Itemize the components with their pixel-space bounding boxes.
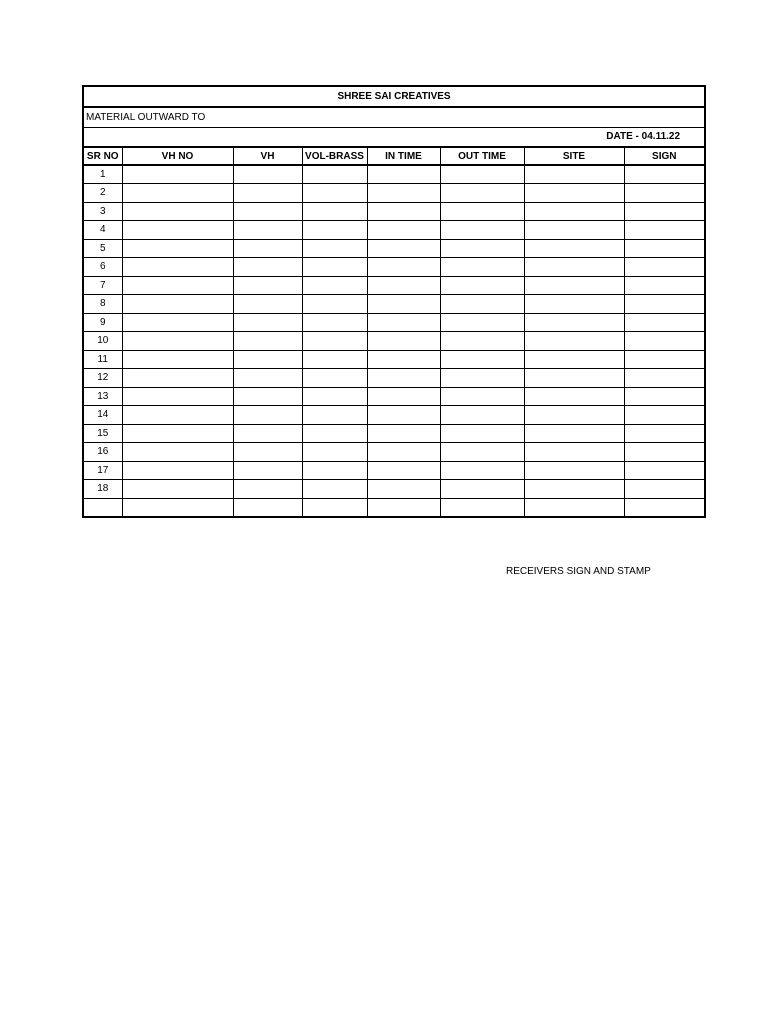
blank-cell-vh-no[interactable] — [122, 369, 233, 388]
blank-cell-vh[interactable] — [233, 258, 302, 277]
column-header-vh: VH — [233, 147, 302, 165]
blank-cell-site[interactable] — [524, 498, 624, 517]
blank-cell-sign[interactable] — [624, 480, 705, 499]
blank-cell-in-time[interactable] — [367, 480, 440, 499]
blank-cell-in-time[interactable] — [367, 424, 440, 443]
blank-cell-vh-no[interactable] — [122, 313, 233, 332]
blank-cell-vh-no[interactable] — [122, 480, 233, 499]
blank-cell-vh[interactable] — [233, 350, 302, 369]
blank-cell-sign[interactable] — [624, 202, 705, 221]
table-row — [83, 406, 705, 425]
blank-cell-site[interactable] — [524, 221, 624, 240]
blank-cell-out-time[interactable] — [440, 202, 524, 221]
sr-no-cell: 5 — [83, 239, 122, 258]
blank-cell-site[interactable] — [524, 239, 624, 258]
column-header-site: SITE — [524, 147, 624, 165]
blank-cell-in-time[interactable] — [367, 295, 440, 314]
sr-no-cell: 2 — [83, 184, 122, 203]
sr-no-cell: 10 — [83, 332, 122, 351]
blank-cell-sign[interactable] — [624, 239, 705, 258]
blank-cell-vol-brass[interactable] — [302, 369, 367, 388]
blank-cell-sign[interactable] — [624, 221, 705, 240]
sr-no-cell: 14 — [83, 406, 122, 425]
blank-cell-out-time[interactable] — [440, 350, 524, 369]
column-header-sign: SIGN — [624, 147, 705, 165]
blank-cell-sign[interactable] — [624, 258, 705, 277]
blank-cell-vh-no[interactable] — [122, 424, 233, 443]
blank-cell-in-time[interactable] — [367, 406, 440, 425]
blank-cell-vh[interactable] — [233, 184, 302, 203]
blank-cell-vol-brass[interactable] — [302, 313, 367, 332]
blank-cell-site[interactable] — [524, 443, 624, 462]
table-row — [83, 165, 705, 184]
date-label: DATE - 04.11.22 — [83, 127, 705, 147]
table-row — [83, 387, 705, 406]
blank-cell-vol-brass[interactable] — [302, 184, 367, 203]
column-header-row — [83, 147, 705, 165]
table-row — [83, 461, 705, 480]
blank-cell-vh-no[interactable] — [122, 332, 233, 351]
blank-cell-vol-brass[interactable] — [302, 332, 367, 351]
blank-cell-vh-no[interactable] — [122, 258, 233, 277]
receiver-sign-label: RECEIVERS SIGN AND STAMP — [506, 566, 651, 577]
sr-no-cell — [83, 498, 122, 517]
blank-cell-in-time[interactable] — [367, 313, 440, 332]
blank-cell-vh-no[interactable] — [122, 276, 233, 295]
blank-cell-vh-no[interactable] — [122, 221, 233, 240]
blank-cell-in-time[interactable] — [367, 443, 440, 462]
blank-cell-vh[interactable] — [233, 480, 302, 499]
table-row — [83, 221, 705, 240]
blank-cell-in-time[interactable] — [367, 332, 440, 351]
blank-cell-vol-brass[interactable] — [302, 406, 367, 425]
blank-cell-site[interactable] — [524, 424, 624, 443]
blank-cell-in-time[interactable] — [367, 202, 440, 221]
blank-cell-vol-brass[interactable] — [302, 480, 367, 499]
blank-cell-in-time[interactable] — [367, 276, 440, 295]
blank-cell-vh-no[interactable] — [122, 350, 233, 369]
blank-cell-in-time[interactable] — [367, 258, 440, 277]
blank-cell-vh-no[interactable] — [122, 295, 233, 314]
blank-cell-site[interactable] — [524, 406, 624, 425]
column-header-vol-brass: VOL-BRASS — [302, 147, 367, 165]
table-row — [83, 184, 705, 203]
sr-no-cell: 1 — [83, 165, 122, 184]
blank-cell-site[interactable] — [524, 332, 624, 351]
blank-cell-out-time[interactable] — [440, 276, 524, 295]
column-header-out-time: OUT TIME — [440, 147, 524, 165]
blank-cell-out-time[interactable] — [440, 480, 524, 499]
blank-cell-vh[interactable] — [233, 165, 302, 184]
column-header-vh-no: VH NO — [122, 147, 233, 165]
column-header-in-time: IN TIME — [367, 147, 440, 165]
blank-cell-vh-no[interactable] — [122, 498, 233, 517]
blank-cell-out-time[interactable] — [440, 295, 524, 314]
blank-cell-sign[interactable] — [624, 295, 705, 314]
blank-cell-site[interactable] — [524, 480, 624, 499]
column-header-sr-no: SR NO — [83, 147, 122, 165]
outward-register-table — [82, 85, 706, 518]
blank-cell-vh[interactable] — [233, 369, 302, 388]
table-row — [83, 369, 705, 388]
blank-cell-out-time[interactable] — [440, 424, 524, 443]
blank-cell-site[interactable] — [524, 350, 624, 369]
blank-cell-vh[interactable] — [233, 443, 302, 462]
blank-cell-out-time[interactable] — [440, 239, 524, 258]
blank-cell-vh[interactable] — [233, 313, 302, 332]
table-row — [83, 498, 705, 517]
blank-cell-vh-no[interactable] — [122, 202, 233, 221]
sr-no-cell: 12 — [83, 369, 122, 388]
blank-cell-out-time[interactable] — [440, 498, 524, 517]
table-row — [83, 350, 705, 369]
blank-cell-vh[interactable] — [233, 332, 302, 351]
blank-cell-sign[interactable] — [624, 184, 705, 203]
blank-cell-in-time[interactable] — [367, 461, 440, 480]
blank-cell-sign[interactable] — [624, 313, 705, 332]
material-outward-label: MATERIAL OUTWARD TO — [83, 107, 705, 127]
blank-cell-vol-brass[interactable] — [302, 498, 367, 517]
blank-cell-site[interactable] — [524, 165, 624, 184]
blank-cell-out-time[interactable] — [440, 165, 524, 184]
blank-cell-sign[interactable] — [624, 461, 705, 480]
blank-cell-vh[interactable] — [233, 202, 302, 221]
blank-cell-site[interactable] — [524, 461, 624, 480]
blank-cell-site[interactable] — [524, 387, 624, 406]
blank-cell-vol-brass[interactable] — [302, 276, 367, 295]
blank-cell-site[interactable] — [524, 258, 624, 277]
blank-cell-vh[interactable] — [233, 221, 302, 240]
blank-cell-vh[interactable] — [233, 387, 302, 406]
blank-cell-vh-no[interactable] — [122, 387, 233, 406]
blank-cell-site[interactable] — [524, 202, 624, 221]
blank-cell-vh-no[interactable] — [122, 239, 233, 258]
blank-cell-out-time[interactable] — [440, 443, 524, 462]
blank-cell-sign[interactable] — [624, 369, 705, 388]
blank-cell-out-time[interactable] — [440, 332, 524, 351]
blank-cell-out-time[interactable] — [440, 461, 524, 480]
sr-no-cell: 6 — [83, 258, 122, 277]
blank-cell-vol-brass[interactable] — [302, 461, 367, 480]
blank-cell-site[interactable] — [524, 276, 624, 295]
blank-cell-site[interactable] — [524, 313, 624, 332]
register-rows — [83, 165, 705, 517]
blank-cell-vh-no[interactable] — [122, 184, 233, 203]
blank-cell-vol-brass[interactable] — [302, 258, 367, 277]
table-row — [83, 480, 705, 499]
blank-cell-vh-no[interactable] — [122, 443, 233, 462]
blank-cell-sign[interactable] — [624, 350, 705, 369]
blank-cell-out-time[interactable] — [440, 313, 524, 332]
sr-no-cell: 17 — [83, 461, 122, 480]
sr-no-cell: 11 — [83, 350, 122, 369]
blank-cell-vol-brass[interactable] — [302, 202, 367, 221]
blank-cell-out-time[interactable] — [440, 258, 524, 277]
blank-cell-vh[interactable] — [233, 498, 302, 517]
blank-cell-site[interactable] — [524, 295, 624, 314]
blank-cell-sign[interactable] — [624, 276, 705, 295]
blank-cell-vh[interactable] — [233, 276, 302, 295]
table-row — [83, 424, 705, 443]
sr-no-cell: 3 — [83, 202, 122, 221]
table-row — [83, 313, 705, 332]
blank-cell-vh[interactable] — [233, 239, 302, 258]
blank-cell-out-time[interactable] — [440, 387, 524, 406]
table-row — [83, 258, 705, 277]
blank-cell-in-time[interactable] — [367, 221, 440, 240]
blank-cell-sign[interactable] — [624, 165, 705, 184]
sr-no-cell: 9 — [83, 313, 122, 332]
table-row — [83, 443, 705, 462]
blank-cell-vh-no[interactable] — [122, 165, 233, 184]
blank-cell-vh[interactable] — [233, 295, 302, 314]
sr-no-cell: 18 — [83, 480, 122, 499]
blank-cell-out-time[interactable] — [440, 406, 524, 425]
sr-no-cell: 8 — [83, 295, 122, 314]
blank-cell-vol-brass[interactable] — [302, 443, 367, 462]
blank-cell-in-time[interactable] — [367, 369, 440, 388]
blank-cell-site[interactable] — [524, 184, 624, 203]
blank-cell-vol-brass[interactable] — [302, 221, 367, 240]
table-row — [83, 332, 705, 351]
blank-cell-sign[interactable] — [624, 424, 705, 443]
table-row — [83, 239, 705, 258]
blank-cell-in-time[interactable] — [367, 387, 440, 406]
blank-cell-out-time[interactable] — [440, 369, 524, 388]
table-row — [83, 202, 705, 221]
table-row — [83, 295, 705, 314]
blank-cell-vh[interactable] — [233, 424, 302, 443]
blank-cell-sign[interactable] — [624, 498, 705, 517]
blank-cell-vol-brass[interactable] — [302, 295, 367, 314]
sr-no-cell: 16 — [83, 443, 122, 462]
blank-cell-vol-brass[interactable] — [302, 424, 367, 443]
blank-cell-sign[interactable] — [624, 406, 705, 425]
blank-cell-vh-no[interactable] — [122, 461, 233, 480]
blank-cell-vh[interactable] — [233, 461, 302, 480]
blank-cell-in-time[interactable] — [367, 498, 440, 517]
blank-cell-out-time[interactable] — [440, 184, 524, 203]
blank-cell-vh[interactable] — [233, 406, 302, 425]
blank-cell-in-time[interactable] — [367, 165, 440, 184]
blank-cell-sign[interactable] — [624, 387, 705, 406]
blank-cell-in-time[interactable] — [367, 350, 440, 369]
blank-cell-vh-no[interactable] — [122, 406, 233, 425]
sr-no-cell: 15 — [83, 424, 122, 443]
blank-cell-sign[interactable] — [624, 332, 705, 351]
table-row — [83, 276, 705, 295]
sr-no-cell: 7 — [83, 276, 122, 295]
blank-cell-in-time[interactable] — [367, 184, 440, 203]
sr-no-cell: 13 — [83, 387, 122, 406]
blank-cell-sign[interactable] — [624, 443, 705, 462]
blank-cell-in-time[interactable] — [367, 239, 440, 258]
company-title: SHREE SAI CREATIVES — [83, 86, 705, 107]
sr-no-cell: 4 — [83, 221, 122, 240]
blank-cell-vol-brass[interactable] — [302, 165, 367, 184]
blank-cell-out-time[interactable] — [440, 221, 524, 240]
blank-cell-vol-brass[interactable] — [302, 239, 367, 258]
blank-cell-vol-brass[interactable] — [302, 387, 367, 406]
blank-cell-site[interactable] — [524, 369, 624, 388]
blank-cell-vol-brass[interactable] — [302, 350, 367, 369]
